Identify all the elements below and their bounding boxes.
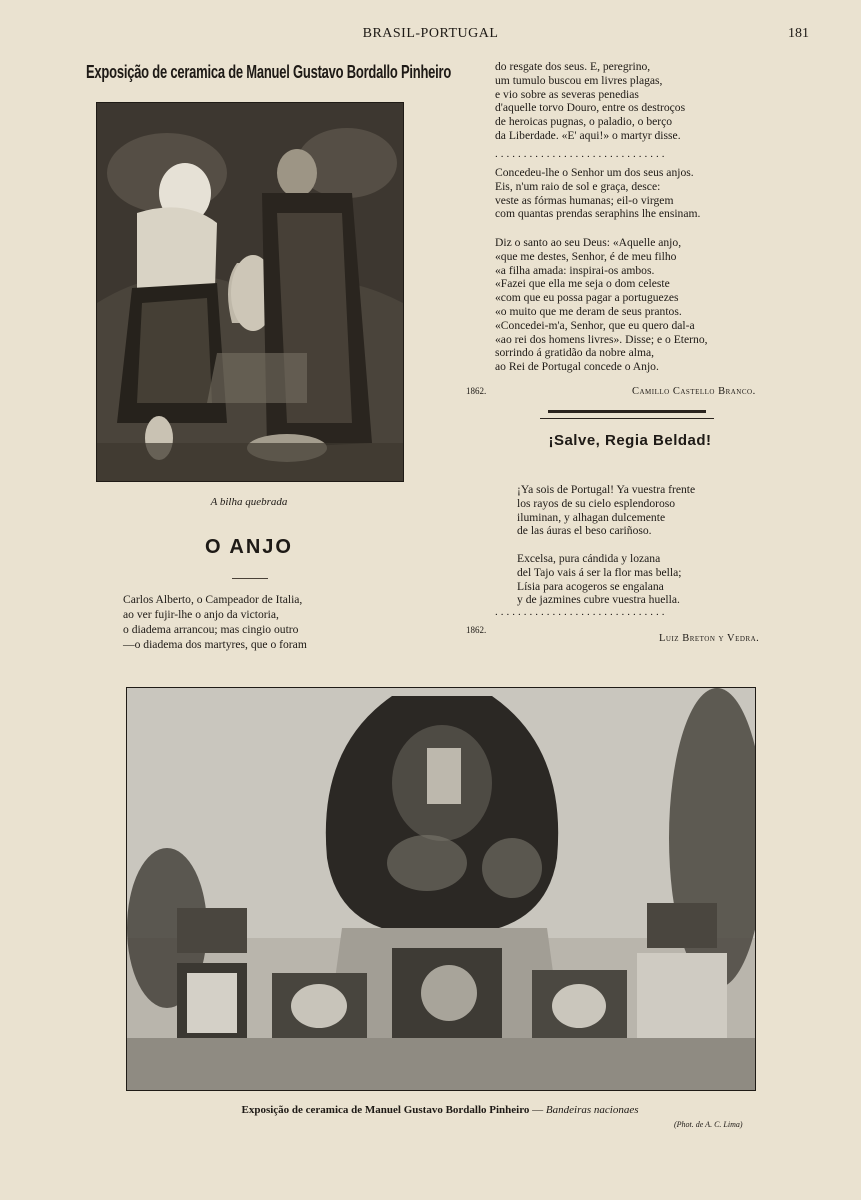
salve-year: 1862. — [466, 625, 487, 635]
section-rule-thin — [540, 418, 714, 419]
anjo-line: com quantas prendas seraphins lhe ensinam. — [495, 207, 701, 221]
anjo-line: —o diadema dos martyres, que o foram — [123, 638, 307, 651]
anjo-line: «ao rei dos homens livres». Disse; e o Eterno, — [495, 332, 708, 346]
anjo-line: um tumulo buscou em livres plagas, — [495, 73, 663, 87]
caption-italic: Bandeiras nacionaes — [545, 1104, 639, 1116]
anjo-heading: O ANJO — [205, 536, 293, 558]
anjo-line: «Fazei que ella me seja o dom celeste — [495, 277, 670, 291]
salve-line: Excelsa, pura cándida y lozana — [517, 552, 661, 565]
running-head: BRASIL-PORTUGAL — [362, 26, 499, 41]
photo-bilha-quebrada — [96, 102, 404, 482]
anjo-line: sorrindo á gratidão da nobre alma, — [495, 346, 655, 360]
anjo-line: Eis, n'um raio de sol e graça, desce: — [495, 179, 661, 193]
salve-author: Luiz Breton y Vedra. — [659, 633, 760, 644]
anjo-line: ao Rei de Portugal concede o Anjo. — [495, 360, 659, 374]
anjo-stanza-2 — [495, 166, 700, 221]
photo-bandeiras-art — [127, 688, 755, 1090]
anjo-line: «que me destes, Senhor, é de meu filho — [495, 249, 677, 263]
page-number: 181 — [788, 26, 809, 41]
salve-line: iluminan, y alhagan dulcemente — [517, 510, 666, 524]
salve-stanza-2 — [517, 552, 681, 607]
anjo-line: veste as fórmas humanas; eil-o virgem — [495, 193, 674, 207]
anjo-stanza-3 — [495, 236, 708, 374]
anjo-line: «a filha amada: inspirai-os ambos. — [495, 263, 655, 277]
section-rule-thick — [548, 410, 706, 413]
anjo-line: e vio sobre as severas penedias — [495, 87, 639, 101]
anjo-author: Camillo Castello Branco. — [632, 386, 756, 397]
anjo-year: 1862. — [466, 386, 487, 396]
photo-bandeiras-nacionaes — [126, 687, 756, 1091]
anjo-short-rule — [232, 578, 268, 579]
anjo-line: d'aquelle torvo Douro, entre os destroços — [495, 101, 686, 115]
anjo-line: Concedeu-lhe o Senhor um dos seus anjos. — [495, 166, 694, 179]
exhibit-title: Exposição de ceramica de Manuel Gustavo Bordallo Pinheiro — [86, 62, 452, 82]
dotted-separator: .............................. — [495, 148, 668, 160]
salve-line: ¡Ya sois de Portugal! Ya vuestra frente — [517, 483, 696, 496]
salve-stanza-1 — [517, 483, 695, 538]
anjo-line: ao ver fujir-lhe o anjo da victoria, — [123, 608, 279, 621]
anjo-text-col1 — [123, 592, 339, 652]
anjo-line: «Concedei-m'a, Senhor, que eu quero dal-a — [495, 318, 695, 332]
photo-credit: (Phot. de A. C. Lima) — [674, 1120, 743, 1129]
anjo-line: de heroicas pugnas, o paladio, o berço — [495, 115, 673, 129]
anjo-line: o diadema arrancou; mas cingio outro — [123, 623, 299, 636]
figure-caption-bilha: A bilha quebrada — [210, 496, 288, 508]
anjo-line: Carlos Alberto, o Campeador de Italia, — [123, 593, 303, 606]
salve-line: Lísia para acogeros se engalana — [517, 579, 664, 593]
photo-bilha-quebrada-art — [97, 103, 403, 481]
anjo-continuation — [495, 60, 685, 143]
dotted-separator: .............................. — [495, 606, 668, 618]
anjo-line: «com que eu possa pagar a portuguezes — [495, 291, 679, 305]
caption-dash: — — [529, 1104, 546, 1116]
salve-line: y de jazmines cubre vuestra huella. — [517, 593, 680, 607]
figure-caption-bandeiras — [126, 1104, 754, 1116]
anjo-line: Diz o santo ao seu Deus: «Aquelle anjo, — [495, 236, 682, 249]
salve-line: los rayos de su cielo esplendoroso — [517, 496, 676, 510]
caption-bold: Exposição de ceramica de Manuel Gustavo Bordallo Pinheiro — [241, 1104, 530, 1116]
anjo-line: da Liberdade. «E' aqui!» o martyr disse. — [495, 128, 681, 142]
anjo-line: do resgate dos seus. E, peregrino, — [495, 60, 651, 73]
salve-line: de las áuras el beso cariñoso. — [517, 524, 652, 538]
salve-title: ¡Salve, Regia Beldad! — [548, 432, 712, 449]
salve-line: del Tajo vais á ser la flor mas bella; — [517, 565, 682, 579]
anjo-line: «o muito que me deram de seus prantos. — [495, 304, 682, 318]
